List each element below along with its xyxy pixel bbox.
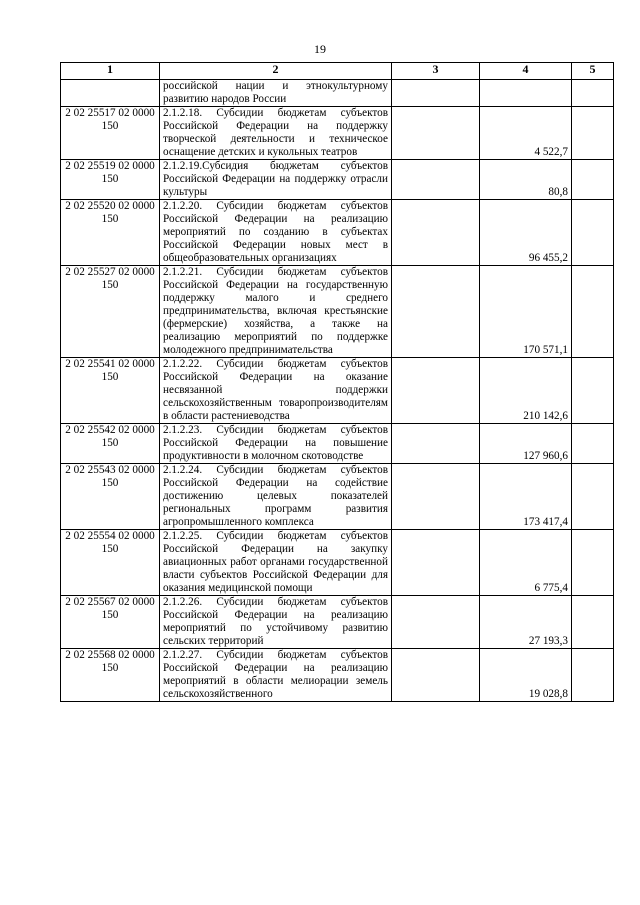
table-row [61, 200, 614, 266]
amount-cell: 210 142,6 [480, 358, 572, 424]
amount-cell: 27 193,3 [480, 596, 572, 649]
budget-code: 2 02 25543 02 0000 150 [61, 464, 160, 530]
budget-code: 2 02 25568 02 0000 150 [61, 649, 160, 702]
col5-cell [572, 80, 614, 107]
column-header: 4 [480, 63, 572, 80]
budget-table [60, 62, 614, 702]
budget-code: 2 02 25517 02 0000 150 [61, 107, 160, 160]
item-description: 2.1.2.22. Субсидии бюджетам субъектов Российской Федерации на оказание несвязанной поддержки сельскохозяйственным товаропроизводителям в области растениеводства [160, 358, 392, 424]
column-header: 3 [392, 63, 480, 80]
table-row [61, 160, 614, 200]
amount-cell: 173 417,4 [480, 464, 572, 530]
col3-cell [392, 107, 480, 160]
page-number: 19 [314, 42, 326, 56]
budget-code: 2 02 25520 02 0000 150 [61, 200, 160, 266]
item-description: 2.1.2.27. Субсидии бюджетам субъектов Российской Федерации на реализацию мероприятий в области мелиорации земель сельскохозяйственного [160, 649, 392, 702]
col5-cell [572, 649, 614, 702]
table-row [61, 266, 614, 358]
budget-code: 2 02 25519 02 0000 150 [61, 160, 160, 200]
col3-cell [392, 266, 480, 358]
budget-code: 2 02 25567 02 0000 150 [61, 596, 160, 649]
item-description: 2.1.2.18. Субсидии бюджетам субъектов Российской Федерации на поддержку творческой деятельности и техническое оснащение детских и кукольных театров [160, 107, 392, 160]
table-row [61, 107, 614, 160]
amount-cell: 19 028,8 [480, 649, 572, 702]
budget-code: 2 02 25542 02 0000 150 [61, 424, 160, 464]
col5-cell [572, 530, 614, 596]
item-description: 2.1.2.24. Субсидии бюджетам субъектов Российской Федерации на содействие достижению целевых показателей региональных программ развития агропромышленного комплекса [160, 464, 392, 530]
col5-cell [572, 160, 614, 200]
col5-cell [572, 596, 614, 649]
item-description: 2.1.2.20. Субсидии бюджетам субъектов Российской Федерации на реализацию мероприятий по созданию в субъектах Российской Федерации новых мест в общеобразовательных организациях [160, 200, 392, 266]
col5-cell [572, 200, 614, 266]
table-row [61, 424, 614, 464]
table-row [61, 464, 614, 530]
item-description: 2.1.2.26. Субсидии бюджетам субъектов Российской Федерации на реализацию мероприятий по устойчивому развитию сельских территорий [160, 596, 392, 649]
budget-code: 2 02 25554 02 0000 150 [61, 530, 160, 596]
col3-cell [392, 424, 480, 464]
budget-code: 2 02 25541 02 0000 150 [61, 358, 160, 424]
budget-code [61, 80, 160, 107]
col3-cell [392, 649, 480, 702]
amount-cell: 127 960,6 [480, 424, 572, 464]
item-description: 2.1.2.25. Субсидии бюджетам субъектов Российской Федерации на закупку авиационных работ органами государственной власти субъектов Российской Федерации для оказания медицинской помощи [160, 530, 392, 596]
col3-cell [392, 160, 480, 200]
item-description: российской нации и этнокультурному развитию народов России [160, 80, 392, 107]
col5-cell [572, 464, 614, 530]
budget-code: 2 02 25527 02 0000 150 [61, 266, 160, 358]
table-row [61, 596, 614, 649]
amount-cell: 4 522,7 [480, 107, 572, 160]
col3-cell [392, 80, 480, 107]
col5-cell [572, 107, 614, 160]
amount-cell: 80,8 [480, 160, 572, 200]
col5-cell [572, 266, 614, 358]
amount-cell: 96 455,2 [480, 200, 572, 266]
col3-cell [392, 530, 480, 596]
column-header: 1 [61, 63, 160, 80]
col5-cell [572, 358, 614, 424]
column-header: 2 [160, 63, 392, 80]
table-row [61, 358, 614, 424]
col3-cell [392, 200, 480, 266]
amount-cell: 170 571,1 [480, 266, 572, 358]
col3-cell [392, 358, 480, 424]
item-description: 2.1.2.23. Субсидии бюджетам субъектов Российской Федерации на повышение продуктивности в молочном скотоводстве [160, 424, 392, 464]
col3-cell [392, 464, 480, 530]
column-header: 5 [572, 63, 614, 80]
amount-cell: 6 775,4 [480, 530, 572, 596]
table-row [61, 80, 614, 107]
col3-cell [392, 596, 480, 649]
col5-cell [572, 424, 614, 464]
table-row [61, 649, 614, 702]
table-header-row [61, 63, 614, 80]
amount-cell [480, 80, 572, 107]
item-description: 2.1.2.19.Субсидия бюджетам субъектов Российской Федерации на поддержку отрасли культуры [160, 160, 392, 200]
table-row [61, 530, 614, 596]
item-description: 2.1.2.21. Субсидии бюджетам субъектов Российской Федерации на государственную поддержку малого и среднего предпринимательства, включая крестьянские (фермерские) хозяйства, а также на реализацию мероприятий по поддержке молодежного предпринимательства [160, 266, 392, 358]
